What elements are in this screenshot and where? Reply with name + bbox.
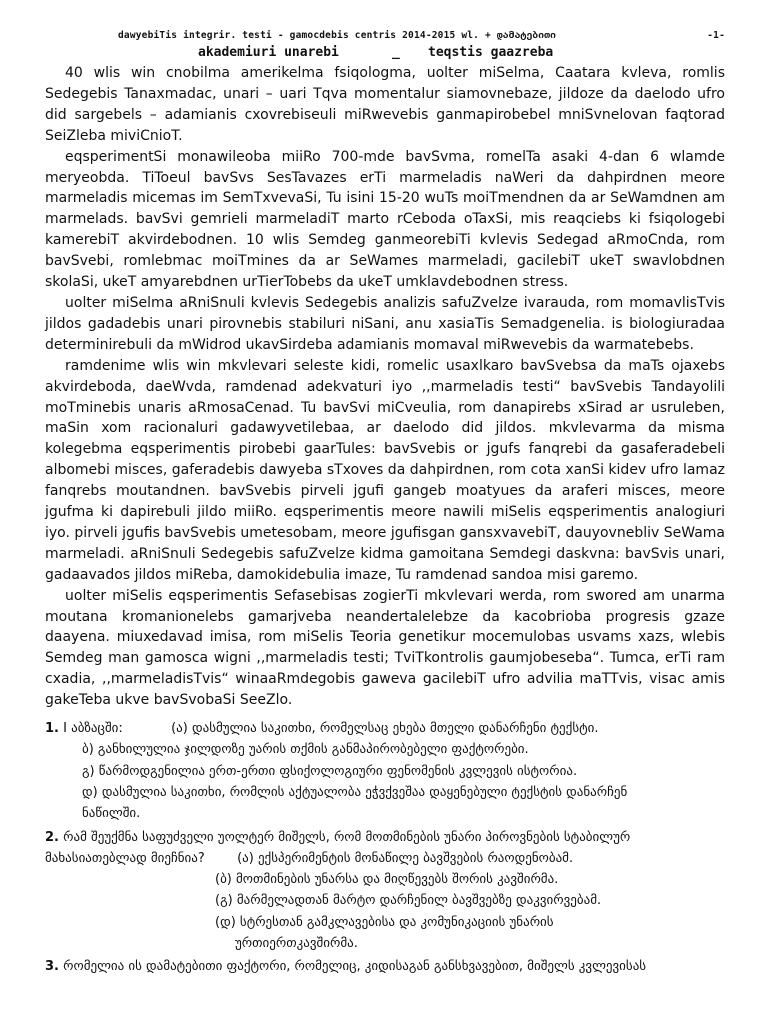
paragraph: uolter miSelma aRniSnuli kvlevis Sedegebis analizis safuZvelze ivarauda, rom momavlisTvis jildos gadadebis unari pirovnebis stabiluri niSani, anu xasiaTis Semadgenelia. is biologiuradaa determinirebuli da mWidrod ukavSirdeba adamianis momaval miRwevebis da warmatebebs.: [45, 294, 725, 353]
question-3-stem: [45, 956, 725, 977]
page-header: [45, 30, 725, 44]
title-right: teqstis gaazreba: [428, 45, 554, 60]
question-stem: I აბზაცში:: [63, 721, 123, 737]
answer-option-continuation: ურთიერთკავშირმა.: [235, 936, 358, 952]
answer-option[interactable]: (დ) სტრესთან გამკლავებისა და კომუნიკაციის უნარის: [215, 914, 554, 930]
paragraph: eqsperimentSi monawileoba miiRo 700-mde bavSvma, romelTa asaki 4-dan 6 wlamde meryeobda. TiToeul bavSvs SesTavazes erTi marmeladis naWeri da dahpirdnen meore marmeladis micemas im SemTxvevaSi, Tu isini 15-20 wuTs moiTmendnen da ar SeWamdnen am marmelads. bavSvi gemrieli marmeladiT marto rCeboda oTaxSi, mis reaqciebs ki fsiqologebi kamerebiT akvirdebodnen. 10 wlis Semdeg ganmeorebiTi kvlevis Sedegad aRmoCnda, rom bavSvebi, romlebmac moiTmines da ar SeWames marmeladi, gacilebiT ukeT swavlobdnen skolaSi, ukeT amyarebdnen urTierTobebs da ukeT umklavdebodnen stress.: [45, 148, 725, 291]
question-2: [45, 827, 725, 955]
paragraph: 40 wlis win cnobilma amerikelma fsiqologma, uolter miSelma, Caatara kvleva, romlis Sedegebis Tanaxmadac, unari – uari Tqva momentalur siamovnebaze, jildoze da daelodo ufro did sargebels – adamianis cxovrebiseuli miRwevebis ganmapirobebel mniSvnelovan faqtorad SeiZleba miviCnioT.: [45, 65, 725, 144]
header-text: dawyebiTis integrir. testi - gamocdebis centris 2014-2015 wl. + დამატებითი: [118, 30, 557, 41]
page-number: -1-: [707, 30, 725, 41]
answer-option[interactable]: (ბ) მოთმინების უნარსა და მიღწევებს შორის კავშირმა.: [215, 872, 559, 888]
answer-option[interactable]: (გ) მარმელადთან მარტო დარჩენილ ბავშვებზე დაკვირვებამ.: [215, 893, 602, 909]
question-1: [45, 718, 725, 824]
paragraph: uolter miSelis eqsperimentis Sefasebisas zogierTi mkvlevari werda, rom swored am unarma moutana kromanionelebs gamarjveba neandertalelebze da kacobrioba progresis gzaze daayena. miuxedavad imisa, rom miSelis Teoria genetikur mocemulobas usvams xazs, wlebis Semdeg man gamosca wigni ,,marmeladis testi; TviTkontrolis gaumjobeseba“. Tumca, erTi ram cxadia, ,,marmeladisTvis“ winaaRmdegobis gaweva gacilebiT ufro advilia maTTvis, visac amis gakeTeba ukve bavSvobaSi SeeZlo.: [45, 587, 725, 709]
section-title: [45, 45, 725, 63]
answer-option-continuation: ნაწილში.: [82, 806, 141, 822]
question-stem: მახასიათებლად მიეჩნია?: [45, 850, 205, 866]
question-stem: რამ შეუქმნა საფუძველი უოლტერ მიშელს, რომ მოთმინების უნარი პიროვნების სტაბილურ: [63, 829, 631, 845]
answer-option[interactable]: დ) დასმულია საკითხი, რომლის აქტუალობა ეჭვქვეშაა დაყენებული ტექსტის დანარჩენ: [82, 784, 628, 800]
document-page: [45, 0, 725, 980]
questions-section: [45, 718, 725, 978]
passage: [45, 63, 725, 711]
question-number: 2.: [45, 829, 59, 845]
question-1-stem: [45, 718, 725, 739]
question-stem: რომელია ის დამატებითი ფაქტორი, რომელიც, კიდისაგან განსხვავებით, მიშელს კვლევისას: [63, 959, 647, 975]
question-number: 3.: [45, 959, 59, 975]
answer-option[interactable]: ბ) განხილულია ჯილდოზე უარის თქმის განმაპირობებელი ფაქტორები.: [82, 742, 529, 758]
answer-option[interactable]: (ა) დასმულია საკითხი, რომელსაც ეხება მთელი დანარჩენი ტექსტი.: [171, 721, 599, 737]
question-number: 1.: [45, 721, 59, 737]
answer-option[interactable]: (ა) ექსპერიმენტის მონაწილე ბავშვების რაოდენობამ.: [237, 850, 574, 866]
paragraph: ramdenime wlis win mkvlevari seleste kidi, romelic usaxlkaro bavSvebsa da maTs ojaxebs akvirdeboda, daeWvda, ramdenad adekvaturi iyo ,,marmeladis testi“ bavSvebis Tandayolili moTminebis unaris aRmosaCenad. Tu bavSvi miCveulia, rom danapirebs xSirad ar usruleben, maSin xom racionaluri gadawyvetilebaa, ar daelodo did jildos. mkvlevarma da misma kolegebma eqsperimentis pirobebi gaarTules: bavSvebis or jgufs fanqrebi da gasaferadebeli albomebi misces, gaferadebis dawyeba sTxoves da dahpirdnen, rom cota xanSi kidev ufro lamaz fanqrebs moutandnen. bavSvebis pirveli jgufi gangeb moatyues da araferi misces, meore jgufma ki dapirebuli jildo miiRo. eqsperimentis meore nawili miSelis eqsperimentis analogiuri iyo. pirveli jgufis bavSvebis umetesobam, meore jgufisgan gansxvavebiT, dauyovnebliv SeWama marmeladi. aRniSnuli Sedegebis safuZvelze kidma gamoitana Semdegi daskvna: bavSvis unari, gadaavados jildos miReba, damokidebulia imaze, Tu ramdenad sandoa misi garemo.: [45, 357, 725, 583]
title-left: akademiuri unarebi: [198, 45, 339, 60]
question-3: [45, 956, 725, 977]
question-2-stem: [45, 827, 725, 848]
title-dash: _: [392, 45, 400, 60]
question-2-stem-cont: [45, 848, 725, 869]
answer-option[interactable]: გ) წარმოდგენილია ერთ-ერთი ფსიქოლოგიური ფენომენის კვლევის ისტორია.: [82, 763, 578, 779]
